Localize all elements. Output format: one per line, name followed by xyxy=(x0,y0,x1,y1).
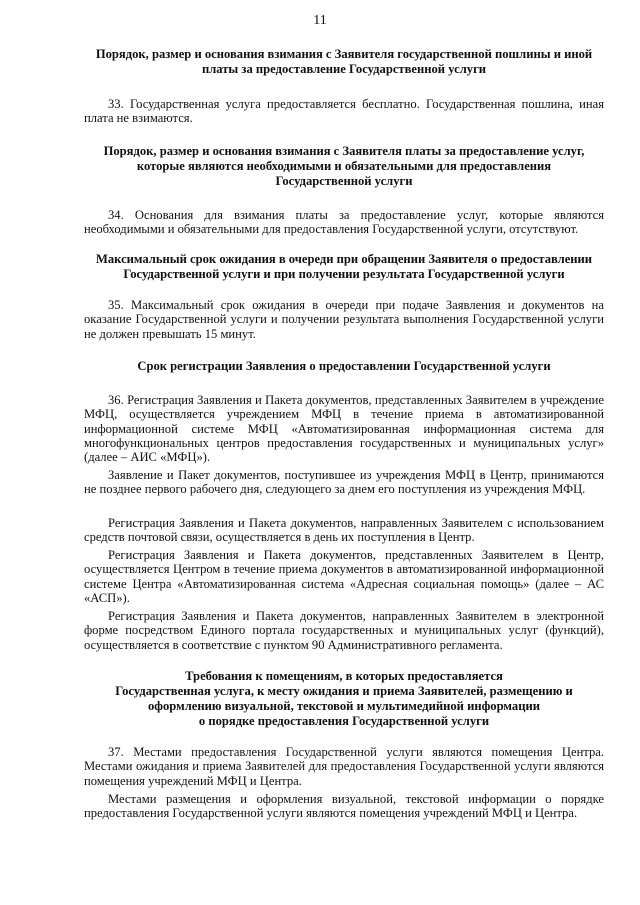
page-number: 11 xyxy=(313,13,327,28)
heading-line: о порядке предоставления Государственной услуги xyxy=(198,714,490,728)
heading-line: Порядок, размер и основания взимания с Заявителя государственной пошлины и иной xyxy=(95,47,593,61)
heading-line: Государственная услуга, к месту ожидания и приема Заявителей, размещению и xyxy=(115,684,573,698)
paragraph-36-mfc-transfer: Заявление и Пакет документов, поступившее из учреждения МФЦ в Центр, принимаются не позднее первого рабочего дня, следующего за днем его поступления из учреждения МФЦ. xyxy=(84,468,604,497)
heading-line: Порядок, размер и основания взимания с Заявителя платы за предоставление услуг, xyxy=(103,144,585,158)
paragraph-35: 35. Максимальный срок ожидания в очереди при подаче Заявления и документов на оказание Государственной услуги и получении результата выполнения Государственной услуги не должен превышать 15 минут. xyxy=(84,298,604,341)
heading-line: Государственной услуги и при получении результата Государственной услуги xyxy=(123,267,565,281)
section-heading-queue-time xyxy=(84,252,604,282)
paragraph-36: 36. Регистрация Заявления и Пакета документов, представленных Заявителем в учреждение МФЦ, осуществляется учреждением МФЦ в течение приема в автоматизированной информационной системе МФЦ «Автоматизированная информационная система для многофункциональных центров предоставления государственных и муниципальных услуг» (далее – АИС «МФЦ»). xyxy=(84,393,604,465)
section-heading-premises-requirements xyxy=(84,669,604,729)
paragraph-33: 33. Государственная услуга предоставляется бесплатно. Государственная пошлина, иная плата не взимаются. xyxy=(84,97,604,126)
paragraph-34: 34. Основания для взимания платы за предоставление услуг, которые являются необходимыми и обязательными для предоставления Государственной услуги, отсутствуют. xyxy=(84,208,604,237)
section-heading-registration-term xyxy=(84,359,604,374)
heading-line: оформлению визуальной, текстовой и мультимедийной информации xyxy=(148,699,540,713)
heading-line: которые являются необходимыми и обязательными для предоставления xyxy=(136,159,552,173)
section-heading-fee xyxy=(84,47,604,77)
paragraph-36-postal: Регистрация Заявления и Пакета документов, направленных Заявителем с использованием средств почтовой связи, осуществляется в день их поступления в Центр. xyxy=(84,516,604,545)
paragraph-37-info-placement: Местами размещения и оформления визуальной, текстовой информации о порядке предоставления Государственной услуги являются помещения учреждений МФЦ и Центра. xyxy=(84,792,604,821)
heading-line: Максимальный срок ожидания в очереди при обращении Заявителя о предоставлении xyxy=(95,252,593,266)
paragraph-37: 37. Местами предоставления Государственной услуги являются помещения Центра. Местами ожидания и приема Заявителей для предоставления Государственной услуги являются помещения учреждений МФЦ и Центра. xyxy=(84,745,604,788)
heading-line: Государственной услуги xyxy=(275,174,413,188)
section-heading-necessary-services-fee xyxy=(84,144,604,189)
paragraph-36-electronic: Регистрация Заявления и Пакета документов, направленных Заявителем в электронной форме посредством Единого портала государственных и муниципальных услуг (функций), осуществляется в соответствие с пунктом 90 Административного регламента. xyxy=(84,609,604,652)
paragraph-36-center: Регистрация Заявления и Пакета документов, представленных Заявителем в Центр, осуществляется Центром в течение приема документов в автоматизированной информационной системе Центра «Автоматизированная система «Адресная социальная помощь» (далее – АС «АСП»). xyxy=(84,548,604,605)
heading-line: Требования к помещениям, в которых предоставляется xyxy=(185,669,503,683)
heading-line: Срок регистрации Заявления о предоставлении Государственной услуги xyxy=(137,359,551,373)
heading-line: платы за предоставление Государственной услуги xyxy=(201,62,487,76)
